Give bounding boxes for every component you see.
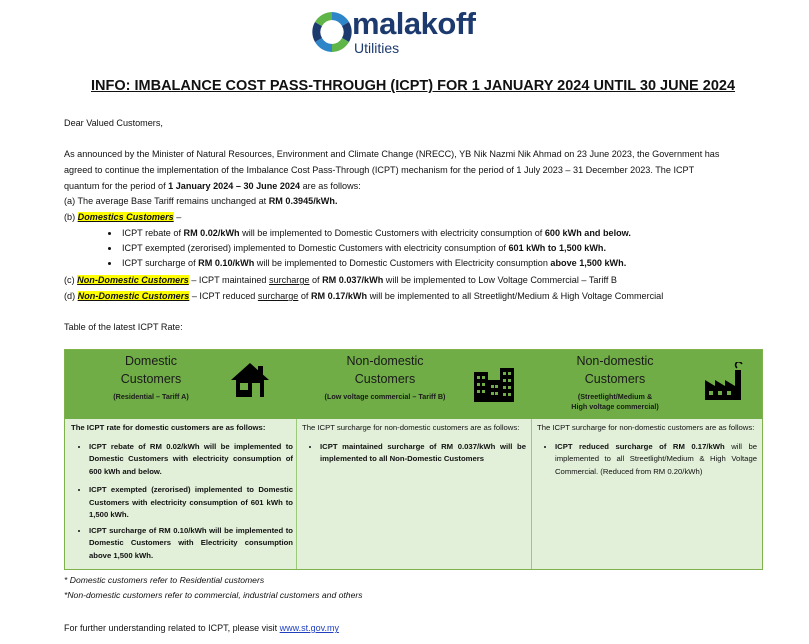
bullet-dot (108, 232, 111, 235)
brand-name: malakoff (352, 6, 476, 41)
footer-text: For further understanding related to ICPT, please visit www.st.gov.my (64, 623, 339, 633)
item-b3: ICPT surcharge of RM 0.10/kWh will be implemented to Domestic Customers with Electricity consumption above 1,500 kWh. (122, 258, 627, 268)
cell-domestic: The ICPT rate for domestic customers are as follows: • ICPT rebate of RM 0.02/kWh will be implemented to Domestic Customers with electricity consumption of 600 kWh and below. • ICPT exempted (zerorised) implemented to Domestic Customers with electricity consumption of 601 kWh to 1,500 kWh. • ICPT surcharge of RM 0.10/kWh will be implemented to Domestic Customers with Electricity consumption above 1,500 kWh. (71, 422, 293, 568)
item-b2: ICPT exempted (zerorised) implemented to Domestic Customers with electricity consumption of 601 kWh to 1,500 kWh. (122, 243, 607, 253)
house-icon (228, 360, 272, 400)
item-a: (a) The average Base Tariff remains unchanged at RM 0.3945/kWh. (64, 196, 338, 206)
table-header (65, 350, 762, 419)
note-non-domestic: *Non-domestic customers refer to commercial, industrial customers and others (64, 590, 363, 600)
cell-non-domestic-hv: The ICPT surcharge for non-domestic customers are as follows: • ICPT reduced surcharge of RM 0.17/kWh will be implemented to all Streetlight/Medium & High Voltage Commercial. (Reduced from RM 0.20/kWh) (537, 422, 757, 484)
greeting: Dear Valued Customers, (64, 118, 163, 128)
table-label: Table of the latest ICPT Rate: (64, 322, 183, 332)
factory-icon (701, 362, 745, 402)
icpt-rate-table (64, 349, 763, 570)
item-b: (b) Domestics Customers – (64, 212, 182, 222)
col3-sub: (Streetlight/Medium & High voltage commercial) (571, 392, 659, 411)
col1-title: Domestic Customers (120, 354, 182, 386)
st-gov-link[interactable]: www.st.gov.my (279, 623, 339, 633)
item-b1: ICPT rebate of RM 0.02/kWh will be implemented to Domestic Customers with electricity consumption of 600 kWh and below. (122, 228, 631, 238)
brand-sub: Utilities (354, 40, 400, 56)
column-divider (296, 419, 297, 569)
page-title: INFO: IMBALANCE COST PASS-THROUGH (ICPT) FOR 1 JANUARY 2024 UNTIL 30 JUNE 2024 (91, 78, 736, 94)
bullet-dot (108, 247, 111, 250)
col2-sub: (Low voltage commercial – Tariff B) (324, 392, 446, 401)
col3-title: Non-domestic Customers (576, 354, 654, 386)
item-d: (d) Non-Domestic Customers – ICPT reduced surcharge of RM 0.17/kWh will be implemented to all Streetlight/Medium & High Voltage Commercial (64, 291, 664, 301)
item-c: (c) Non-Domestic Customers – ICPT maintained surcharge of RM 0.037/kWh will be implemented to Low Voltage Commercial – Tariff B (64, 275, 617, 285)
note-domestic: * Domestic customers refer to Residential customers (64, 575, 265, 585)
intro-line-1: As announced by the Minister of Natural Resources, Environment and Climate Change (NRECC), YB Nik Nazmi Nik Ahmad on 23 June 2023, the Government has (64, 149, 720, 159)
bullet-dot (108, 262, 111, 265)
column-divider (531, 419, 532, 569)
buildings-icon (472, 364, 516, 402)
col2-title: Non-domestic Customers (346, 354, 424, 386)
cell-non-domestic-b: The ICPT surcharge for non-domestic customers are as follows: • ICPT maintained surcharge of RM 0.037/kWh will be implemented to all Non-Domestic Customers (302, 422, 526, 472)
intro-line-3: quantum for the period of 1 January 2024 – 30 June 2024 are as follows: (64, 181, 361, 191)
intro-line-2: agreed to continue the implementation of the Imbalance Cost Pass-Through (ICPT) mechanism for the period of 1 July 2023 – 31 December 2023. The ICPT (64, 165, 695, 175)
col1-sub: (Residential – Tariff A) (113, 392, 189, 401)
